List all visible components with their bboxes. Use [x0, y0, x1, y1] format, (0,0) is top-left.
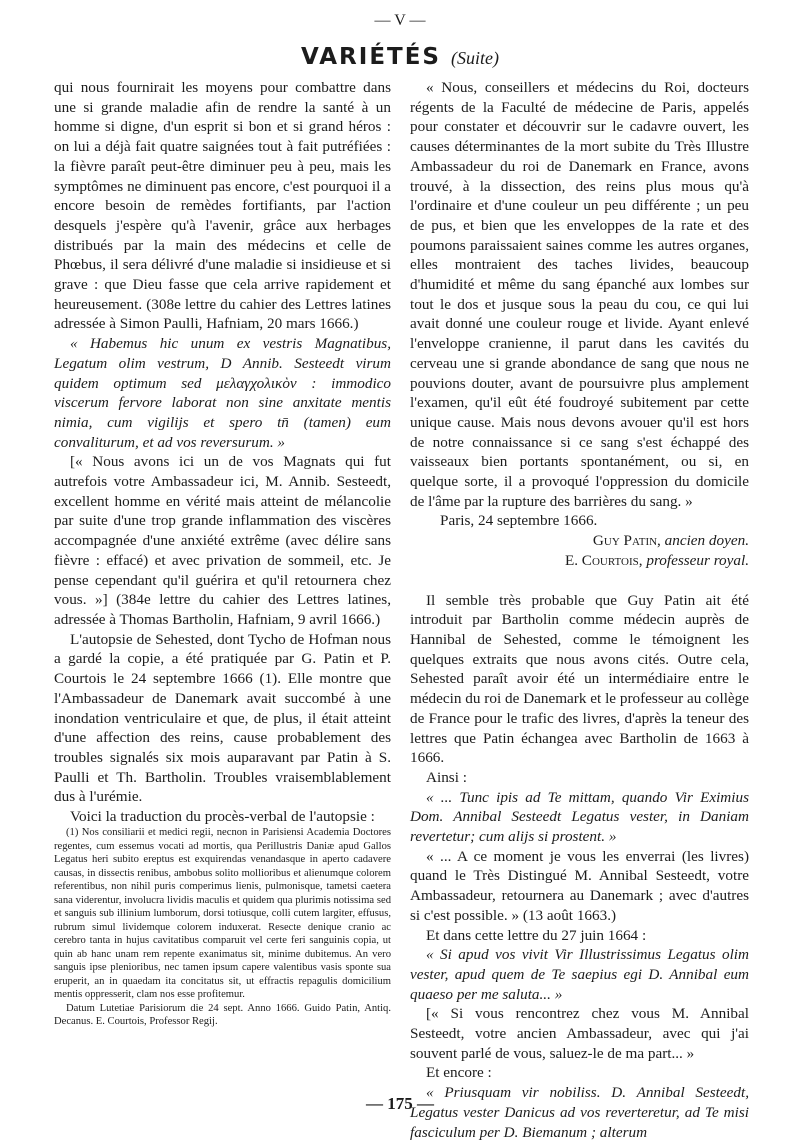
right-paragraph-report: « Nous, conseillers et médecins du Roi, docteurs régents de la Faculté de médecine de Paris, appelés pour constater et découvrir sur le cadavre ouvert, les causes déterminantes de la mort subite du Très Illustre Ambassadeur du roi de Danemark en France, avons trouvé, à la dissection, des reins plus mous qu'à l'ordinaire et d'une couleur un peu différente ; un peu de pus, et bien que les enveloppes de la rate et des poumons paraissaient saines comme les autres organes, elles montraient des taches livides, beaucoup d'humidité et même du sang épanché aux lombes sur tout le dos et jusque sous la peau du cou, ce qui lui avait donné une couleur rouge et livide. Ayant enlevé l'enveloppe cranienne, il parut dans les cavités du cerveau une si grande abondance de sang que nous ne pouvions douter, avant de poursuivre plus amplement l'examen, qu'il eût été foudroyé subitement par cette unique cause. Mais nous devons avouer qu'il est hors de notre connaissance si ce sang s'est échappé des vaisseaux bien portants spontanément, ou si, en quelque sorte, il a provoqué l'oppression du domicile de l'âme par la rupture des barrières du sang. »: [410, 79, 749, 510]
right-latin-quote-2: « Si apud vos vivit Vir Illustrissimus Legatus olim vester, apud quem de Te saepius egi D. Annibal eum quaeso per me saluta... »: [410, 946, 749, 1003]
section-number: — V —: [374, 12, 426, 29]
right-paragraph-ainsi: Ainsi :: [426, 768, 467, 786]
signature-line-1: [410, 531, 749, 551]
right-latin-quote-3: « Priusquam vir nobiliss. D. Annibal Sesteedt, Legatus vester Danicus ad vos reverteretur, ad Te misi fasciculum per D. Biemanum ; alterum: [410, 1084, 749, 1141]
right-paragraph-encore: Et encore :: [426, 1064, 492, 1082]
page-title: [0, 44, 800, 70]
left-paragraph-1: qui nous fournirait les moyens pour combattre dans une si grande maladie afin de rendre la santé à un homme si digne, d'un esprit si bon et si grand héros : on lui a déjà fait quatre saignées tout à fait putréfiées : la fièvre paraît peut-être diminuer peu à peu, mais les symptômes ne diminuent pas encore, c'est pourquoi il a encore besoin de remèdes fortifiants, par l'action desquels j'espère qu'à l'avenir, grâce aux herbages distribués par la main des médecins et celle de Phœbus, il sera délivré d'une maladie si insidieuse et si grave : que Dieu fasse que cela arrive rapidement et heureusement. (308e lettre du cahier des Lettres latines adressée à Simon Paulli, Hafniam, 20 mars 1666.): [54, 79, 391, 333]
signature-block: [410, 511, 749, 570]
signature-name-1: Guy Patin,: [592, 532, 661, 550]
signature-role-2: professeur royal.: [646, 551, 749, 569]
left-paragraph-autopsy: L'autopsie de Sehested, dont Tycho de Hofman nous a gardé la copie, a été pratiquée par G. Patin et P. Courtois le 24 septembre 1666 (1). Elle montre que l'Ambassadeur de Danemark avait succombé à une inondation ventriculaire et que, de plus, il était atteint d'une affection des reins, cause probablement des troubles signalés six mois auparavant par Patin à S. Paulli et Th. Bartholin. Troubles vraisemblablement dus à l'urémie.: [54, 630, 391, 806]
title-suite: (Suite): [451, 48, 499, 68]
right-translation-2: [« Si vous rencontrez chez vous M. Annibal Sesteedt, votre ancien Ambassadeur, avec qui j'ai souvent parlé de vous, saluez-le de ma part... »: [410, 1005, 749, 1062]
right-latin-quote-1: « ... Tunc ipis ad Te mittam, quando Vir Eximius Dom. Annibal Sesteedt Legatus vester, in Daniam revertetur; cum alijs si prostent. »: [410, 788, 749, 846]
page-number: — 175 —: [366, 1094, 434, 1113]
left-latin-quote: « Habemus hic unum ex vestris Magnatibus, Legatum olim vestrum, D Annib. Sesteedt virum quidem optimum sed μελαγχολικὸν : immodico viscerum fervore laborat non sine anxitate mentis nimia, cum vigilijs et spero tn̄ (tamen) eum convaliturum, et ad vos reversurum. »: [54, 335, 391, 451]
signature-name-2: E. Courtois,: [564, 551, 643, 569]
right-paragraph-letter: Et dans cette lettre du 27 juin 1664 :: [426, 926, 647, 944]
right-column: [410, 78, 749, 1142]
footnote-text: (1) Nos consiliarii et medici regii, necnon in Parisiensi Academia Doctores regentes, cum essemus vocati ad mortis, qua Perillustris Daniæ apud Gallos Legatus heri subito ereptus est exquirendas venandasque in aperto cadavere causas, in dissectis renibus, ambobus solito mollioribus et alienumque colorem referentibus, non nihil puris comperimus lienis, pulmonisque, tametsi caetera sana viderentur, involucra lividis maculis et quidem qua plurimis notissima sed et sanguis sub illinium lumborum, dorsi totiusque, colli cutem largiter, effusus, rubrum simul lividemque colorem induxerat. Resecte denique cranio ac cerebro tanta in hujus cavitatibus comparuit vel certe feri sanguinis copia, ut quin ab hanc unam rem repente exanimatus sit, minime dubitemus. An vero sanguis ipse plenioribus, nec tamen ipsum capere valentibus vasis sponte sua eruperit, an in quaedam ita concitatus sit, ut effractis repagulis domicilium mentis oppresserit, clam nos esse profitemur.: [54, 827, 391, 1000]
signature-date: Paris, 24 septembre 1666.: [440, 512, 598, 530]
signature-role-1: ancien doyen.: [664, 532, 749, 550]
title-main: VARIÉTÉS: [301, 44, 441, 70]
right-translation-1: « ... A ce moment je vous les enverrai (les livres) quand le Très Distingué M. Annibal Sesteedt, votre Ambassadeur, retournera au Danemark ; avec d'autres si c'est possible. » (13 août 1663.): [410, 847, 749, 924]
signature-line-2: [410, 551, 749, 571]
right-paragraph-context: Il semble très probable que Guy Patin ait été introduit par Bartholin comme médecin auprès de Hannibal de Sehested, comme le témoignent les quelques extraits que nous avons cités. Outre cela, Sehested paraît avoir été un intermédiaire entre le médecin du roi de Danemark et le professeur au collège de France pour le trafic des livres, d'après la teneur des lettres que Patin échangea avec Bartholin de 1663 à 1666.: [410, 591, 749, 767]
left-paragraph-translation: [« Nous avons ici un de vos Magnats qui fut autrefois votre Ambassadeur ici, M. Annib. Sesteedt, excellent homme en vérité mais atteint de mélancolie par suite d'une trop grande inflammation des viscères accompagnée d'une anxiété extrême (avec délire sans fièvre : effacé) et avec privation de sommeil, etc. Je pense cependant qu'il guérira et qu'il retournera chez vous. »] (384e lettre du cahier des Lettres latines, adressée à Thomas Bartholin, Hafniam, 9 avril 1666.): [54, 453, 391, 628]
footnote: [54, 826, 391, 1029]
footnote-closing: Datum Lutetiae Parisiorum die 24 sept. Anno 1666. Guido Patin, Antiq. Decanus. E. Courtois, Professor Regij.: [54, 1002, 391, 1027]
left-paragraph-intro: Voici la traduction du procès-verbal de l'autopsie :: [70, 808, 375, 826]
left-column: [54, 78, 391, 827]
